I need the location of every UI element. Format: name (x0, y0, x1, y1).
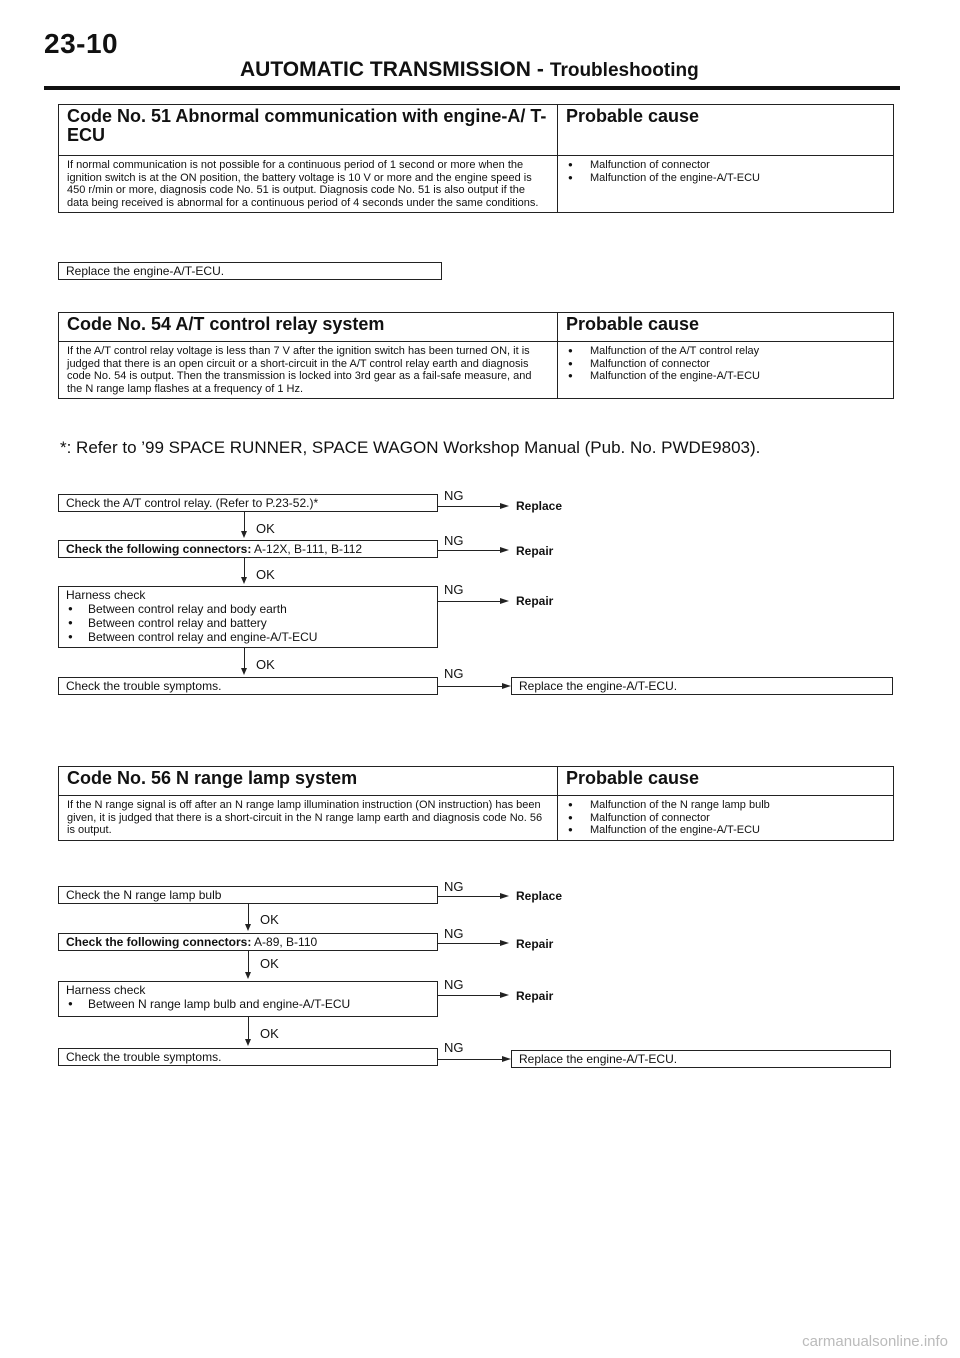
arrow-right-icon (500, 893, 509, 899)
code-54-title: Code No. 54 A/T control relay system (67, 314, 385, 334)
ng-connector (438, 506, 500, 507)
arrow-right-icon (502, 1056, 511, 1062)
ng-label: NG (444, 926, 464, 941)
section-title: AUTOMATIC TRANSMISSION (240, 58, 531, 81)
ng-label: NG (444, 582, 464, 597)
step3-title: Harness check (66, 983, 146, 997)
ng-connector (438, 686, 502, 687)
page-title (240, 58, 699, 82)
ok-connector (248, 903, 249, 924)
ok-label: OK (256, 567, 275, 582)
section-subtitle: Troubleshooting (549, 60, 699, 81)
step2-prefix: Check the following connectors: (66, 935, 252, 949)
step2-prefix: Check the following connectors: (66, 542, 252, 556)
ok-connector (248, 950, 249, 972)
ok-label: OK (260, 956, 279, 971)
arrow-right-icon (502, 683, 511, 689)
flow56-step3-box (58, 981, 438, 1017)
ng-label: NG (444, 533, 464, 548)
harness-check-item: ● Between control relay and engine-A/T-ECU (66, 630, 430, 644)
code-56-title: Code No. 56 N range lamp system (67, 768, 358, 788)
harness-check-item: ● Between control relay and body earth (66, 602, 430, 616)
watermark-text: carmanualsonline.info (802, 1333, 948, 1350)
step2-codes: A-89, B-110 (251, 935, 318, 949)
ng-connector (438, 601, 500, 602)
reference-note: *: Refer to ’99 SPACE RUNNER, SPACE WAGON Workshop Manual (Pub. No. PWDE9803). (60, 438, 761, 457)
ok-label: OK (260, 912, 279, 927)
flow54-action-1: Replace (516, 499, 563, 513)
ok-connector (244, 511, 245, 531)
ng-connector (438, 550, 500, 551)
harness-check-item: ● Between control relay and battery (66, 616, 430, 630)
step2-codes: A-12X, B-111, B-112 (251, 542, 363, 556)
code-54-probable-cause-label: Probable cause (557, 313, 893, 341)
flow54-step4-box: Check the trouble symptoms. (58, 677, 438, 695)
arrow-right-icon (500, 992, 509, 998)
flow56-step4-box: Check the trouble symptoms. (58, 1048, 438, 1066)
arrow-down-icon (245, 924, 251, 931)
ng-connector (438, 943, 500, 944)
flow56-step2-box (58, 933, 438, 951)
ok-label: OK (260, 1026, 279, 1041)
arrow-right-icon (500, 940, 509, 946)
flow56-action-1: Replace (516, 889, 563, 903)
ok-connector (244, 648, 245, 668)
code-54-description: If the A/T control relay voltage is less than 7 V after the ignition switch has been turned ON, it is judged that there is an open circuit or a short-circuit in the A/T control relay earth and diagnosis code No. 54 is output. Then the transmission is locked into 3rd gear as a fail-safe measure, and the N range lamp flashes at a frequency of 1 Hz. (67, 345, 532, 395)
ok-connector (244, 557, 245, 577)
cause-item: ● Malfunction of the engine-A/T-ECU (590, 824, 885, 837)
cause-item: ● Malfunction of connector (590, 812, 885, 825)
flow54-action-2: Repair (516, 544, 554, 558)
arrow-right-icon (500, 503, 509, 509)
ng-label: NG (444, 488, 464, 503)
ok-connector (248, 1017, 249, 1039)
page-number: 23-10 (44, 28, 119, 59)
cause-item: ● Malfunction of the engine-A/T-ECU (590, 370, 885, 383)
arrow-down-icon (241, 531, 247, 538)
arrow-down-icon (245, 972, 251, 979)
arrow-down-icon (241, 577, 247, 584)
code-51-causes (557, 156, 893, 212)
flow54-final-action-box: Replace the engine-A/T-ECU. (511, 677, 893, 695)
arrow-down-icon (241, 668, 247, 675)
code-54-table (58, 312, 894, 399)
harness-check-item: ● Between N range lamp bulb and engine-A/T-ECU (66, 997, 430, 1011)
flow54-step1-box: Check the A/T control relay. (Refer to P.23-52.)* (58, 494, 438, 512)
cause-item: ● Malfunction of connector (590, 358, 885, 371)
flow56-final-action-box: Replace the engine-A/T-ECU. (511, 1050, 891, 1068)
flow54-step2-box (58, 540, 438, 558)
flow56-step1-box: Check the N range lamp bulb (58, 886, 438, 904)
cause-item: ● Malfunction of connector (590, 159, 885, 172)
code-56-table (58, 766, 894, 841)
cause-item: ● Malfunction of the A/T control relay (590, 345, 885, 358)
code-51-description: If normal communication is not possible for a continuous period of 1 second or more when the ignition switch is at the ON position, the battery voltage is 10 V or more and the engine speed is 450 r/min or more, diagnosis code No. 51 is output. Diagnosis code No. 51 is also output if the data being received is abnormal for a continuous period of 4 seconds under the same conditions. (67, 159, 539, 209)
ng-label: NG (444, 977, 464, 992)
arrow-right-icon (500, 547, 509, 553)
flow56-action-3: Repair (516, 989, 554, 1003)
flow54-step3-box (58, 586, 438, 648)
ok-label: OK (256, 521, 275, 536)
flow54-action-3: Repair (516, 594, 554, 608)
header-rule (44, 86, 900, 90)
code-51-action-box: Replace the engine-A/T-ECU. (58, 262, 442, 280)
ok-label: OK (256, 657, 275, 672)
flow56-action-2: Repair (516, 937, 554, 951)
ng-label: NG (444, 666, 464, 681)
code-56-description: If the N range signal is off after an N range lamp illumination instruction (ON instruction) has been given, it is judged that there is a short-circuit in the N range lamp earth and diagnosis code No. 56 is output. (67, 799, 543, 837)
ng-connector (438, 995, 500, 996)
code-51-probable-cause-label: Probable cause (557, 105, 893, 155)
arrow-down-icon (245, 1039, 251, 1046)
step3-title: Harness check (66, 588, 146, 602)
code-51-title: Code No. 51 Abnormal communication with engine-A/ T-ECU (67, 106, 547, 145)
code-56-probable-cause-label: Probable cause (557, 767, 893, 795)
code-56-causes (557, 796, 893, 840)
ng-label: NG (444, 1040, 464, 1055)
ng-connector (438, 1059, 502, 1060)
code-51-table (58, 104, 894, 213)
ng-connector (438, 896, 500, 897)
arrow-right-icon (500, 598, 509, 604)
cause-item: ● Malfunction of the engine-A/T-ECU (590, 172, 885, 185)
cause-item: ● Malfunction of the N range lamp bulb (590, 799, 885, 812)
code-54-causes (557, 342, 893, 398)
ng-label: NG (444, 879, 464, 894)
title-dash: - (536, 58, 544, 81)
